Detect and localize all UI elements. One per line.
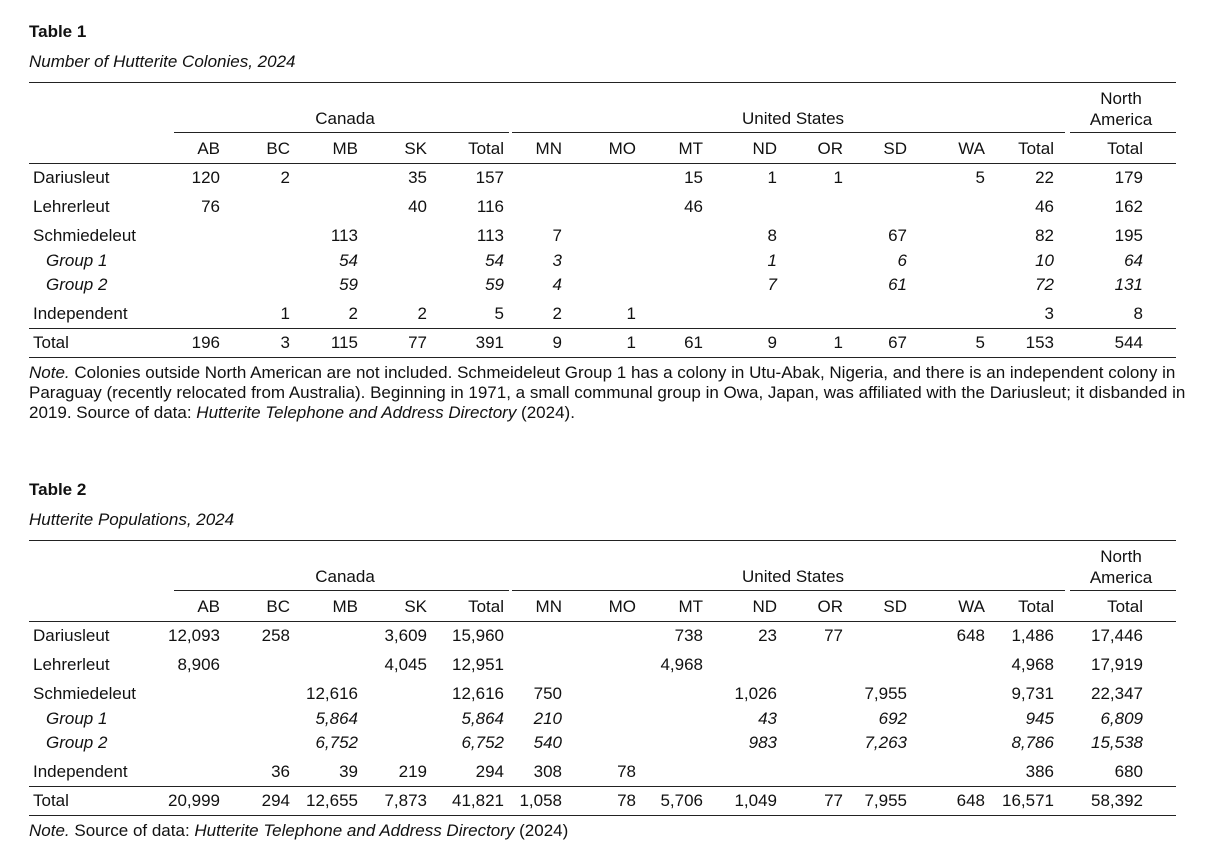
note-source: Hutterite Telephone and Address Directory xyxy=(194,821,515,840)
na-span-rule xyxy=(1070,590,1176,591)
table-cell: 1,058 xyxy=(519,791,562,810)
table-cell: 1,486 xyxy=(1011,626,1054,645)
column-header-1: BC xyxy=(266,139,290,158)
table-cell: 3 xyxy=(552,251,562,270)
table-cell: 15 xyxy=(684,168,703,187)
north-america-line-1: North xyxy=(1100,89,1142,108)
table-cell: 8,786 xyxy=(1011,733,1054,752)
table-cell: 35 xyxy=(408,168,427,187)
header-rule xyxy=(29,621,1176,622)
table-cell: 72 xyxy=(1035,275,1054,294)
table-cell: 294 xyxy=(261,791,290,810)
table-cell: 12,655 xyxy=(306,791,358,810)
table-note xyxy=(29,821,1199,841)
group-header-united-states: United States xyxy=(741,567,845,586)
total-rule xyxy=(29,786,1176,787)
row-label: Independent xyxy=(33,304,128,323)
table-number: Table 2 xyxy=(29,480,87,499)
table-cell: 67 xyxy=(888,226,907,245)
table-cell: 648 xyxy=(956,626,985,645)
column-header-11: WA xyxy=(958,139,985,158)
table-cell: 386 xyxy=(1025,762,1054,781)
row-label: Schmiedeleut xyxy=(33,226,137,245)
table-cell: 77 xyxy=(824,626,843,645)
table-cell: 120 xyxy=(191,168,220,187)
table-cell: 5,864 xyxy=(315,709,358,728)
column-header-2: MB xyxy=(332,139,358,158)
table-cell: 59 xyxy=(485,275,504,294)
column-header-12: Total xyxy=(1018,139,1054,158)
table-cell: 77 xyxy=(408,333,427,352)
table-cell: 692 xyxy=(878,709,907,728)
table-cell: 78 xyxy=(617,762,636,781)
table-cell: 64 xyxy=(1124,251,1143,270)
table-cell: 22 xyxy=(1035,168,1054,187)
table-cell: 750 xyxy=(533,684,562,703)
table-cell: 16,571 xyxy=(1002,791,1054,810)
top-rule xyxy=(29,540,1176,541)
table-cell: 76 xyxy=(201,197,220,216)
table-cell: 22,347 xyxy=(1091,684,1143,703)
table-cell: 8,906 xyxy=(177,655,220,674)
note-text-1: Colonies outside North American are not included. Schmeideleut Group 1 has a colony in Utu-Abak, Nigeria, and there is an independent colony in Paraguay (recently relocated from Australia). Beginning in 1971, a small communal group in Owa, Japan, was affiliated with the Dariusleut; it disbanded in 2019. Source of data: xyxy=(29,363,1186,422)
column-header-12: Total xyxy=(1018,597,1054,616)
table-cell: 9 xyxy=(767,333,777,352)
table-cell: 738 xyxy=(674,626,703,645)
table-cell: 12,616 xyxy=(306,684,358,703)
group-header-canada: Canada xyxy=(315,109,375,128)
table-cell: 7,955 xyxy=(864,684,907,703)
table-cell: 61 xyxy=(684,333,703,352)
table-cell: 2 xyxy=(552,304,562,323)
table-cell: 10 xyxy=(1035,251,1054,270)
table-cell: 41,821 xyxy=(452,791,504,810)
table-cell: 1 xyxy=(626,333,636,352)
table-cell: 294 xyxy=(475,762,504,781)
table-cell: 40 xyxy=(408,197,427,216)
column-header-6: MO xyxy=(608,139,636,158)
table-cell: 9,731 xyxy=(1011,684,1054,703)
column-header-7: MT xyxy=(678,139,703,158)
table-cell: 43 xyxy=(758,709,777,728)
table-note xyxy=(29,363,1199,423)
table-cell: 67 xyxy=(888,333,907,352)
table-row xyxy=(0,333,1206,357)
table-cell: 77 xyxy=(824,791,843,810)
column-header-10: SD xyxy=(883,139,907,158)
table-cell: 3,609 xyxy=(384,626,427,645)
table-cell: 210 xyxy=(533,709,562,728)
row-label: Group 1 xyxy=(46,251,108,270)
row-label: Independent xyxy=(33,762,128,781)
column-header-13: Total xyxy=(1107,139,1143,158)
north-america-line-2: America xyxy=(1089,110,1153,129)
note-source: Hutterite Telephone and Address Directory xyxy=(196,403,517,422)
row-label: Lehrerleut xyxy=(33,197,110,216)
table-cell: 1 xyxy=(767,168,777,187)
table-cell: 113 xyxy=(330,226,358,245)
row-label: Total xyxy=(33,333,69,352)
table-cell: 1 xyxy=(626,304,636,323)
table-cell: 36 xyxy=(271,762,290,781)
column-header-1: BC xyxy=(266,597,290,616)
total-rule xyxy=(29,328,1176,329)
column-header-13: Total xyxy=(1107,597,1143,616)
column-header-0: AB xyxy=(197,597,220,616)
table-cell: 3 xyxy=(1044,304,1054,323)
table-cell: 5 xyxy=(975,333,985,352)
table-row xyxy=(0,626,1206,650)
table-cell: 59 xyxy=(339,275,358,294)
table-cell: 113 xyxy=(476,226,504,245)
table-cell: 7 xyxy=(552,226,562,245)
row-label: Schmiedeleut xyxy=(33,684,137,703)
table-cell: 7,955 xyxy=(864,791,907,810)
table-cell: 8 xyxy=(1133,304,1143,323)
table-row xyxy=(0,226,1206,250)
table-cell: 131 xyxy=(1114,275,1143,294)
table-cell: 5 xyxy=(975,168,985,187)
column-header-5: MN xyxy=(535,597,562,616)
table-cell: 219 xyxy=(398,762,427,781)
table-cell: 2 xyxy=(280,168,290,187)
column-header-10: SD xyxy=(883,597,907,616)
column-header-9: OR xyxy=(817,139,843,158)
table-cell: 648 xyxy=(956,791,985,810)
row-label: Total xyxy=(33,791,69,810)
table-cell: 157 xyxy=(475,168,504,187)
table-cell: 23 xyxy=(758,626,777,645)
column-header-4: Total xyxy=(468,139,504,158)
table-cell: 78 xyxy=(617,791,636,810)
column-header-4: Total xyxy=(468,597,504,616)
header-rule xyxy=(29,163,1176,164)
note-lead: Note. xyxy=(29,363,70,382)
table-cell: 4,968 xyxy=(660,655,703,674)
table-row xyxy=(0,197,1206,221)
table-cell: 54 xyxy=(485,251,504,270)
table-cell: 7,873 xyxy=(384,791,427,810)
table-row xyxy=(0,251,1206,275)
bottom-rule xyxy=(29,815,1176,816)
table-cell: 983 xyxy=(748,733,777,752)
bottom-rule xyxy=(29,357,1176,358)
table-cell: 162 xyxy=(1114,197,1143,216)
row-label: Dariusleut xyxy=(33,168,110,187)
table-cell: 6 xyxy=(897,251,907,270)
table-cell: 4,045 xyxy=(384,655,427,674)
canada-span-rule xyxy=(174,590,509,591)
table-cell: 46 xyxy=(1035,197,1054,216)
row-label: Dariusleut xyxy=(33,626,110,645)
column-header-6: MO xyxy=(608,597,636,616)
table-cell: 61 xyxy=(888,275,907,294)
table-cell: 1 xyxy=(767,251,777,270)
table-row xyxy=(0,709,1206,733)
table-cell: 5,706 xyxy=(660,791,703,810)
table-cell: 2 xyxy=(348,304,358,323)
table-cell: 15,538 xyxy=(1091,733,1143,752)
note-lead: Note. xyxy=(29,821,70,840)
table-cell: 196 xyxy=(191,333,220,352)
table-cell: 12,616 xyxy=(452,684,504,703)
note-text-1: Source of data: xyxy=(69,821,195,840)
table-cell: 9 xyxy=(552,333,562,352)
table-cell: 1,026 xyxy=(734,684,777,703)
table-cell: 7,263 xyxy=(864,733,907,752)
table-cell: 2 xyxy=(417,304,427,323)
table-cell: 4 xyxy=(552,275,562,294)
table-row xyxy=(0,275,1206,299)
row-label: Group 2 xyxy=(46,275,108,294)
table-cell: 258 xyxy=(261,626,290,645)
table-cell: 308 xyxy=(533,762,562,781)
table-row xyxy=(0,791,1206,815)
table-cell: 20,999 xyxy=(168,791,220,810)
table-cell: 544 xyxy=(1114,333,1143,352)
column-header-3: SK xyxy=(404,597,427,616)
table-cell: 12,951 xyxy=(452,655,504,674)
table-cell: 7 xyxy=(767,275,777,294)
table-cell: 179 xyxy=(1114,168,1143,187)
column-header-8: ND xyxy=(752,139,777,158)
table-cell: 54 xyxy=(339,251,358,270)
table-cell: 153 xyxy=(1025,333,1054,352)
table-cell: 3 xyxy=(280,333,290,352)
row-label: Lehrerleut xyxy=(33,655,110,674)
north-america-line-1: North xyxy=(1100,547,1142,566)
note-text-2: (2024) xyxy=(514,821,569,840)
table-cell: 6,809 xyxy=(1100,709,1143,728)
table-cell: 5 xyxy=(494,304,504,323)
column-header-9: OR xyxy=(817,597,843,616)
canada-span-rule xyxy=(174,132,509,133)
table-cell: 391 xyxy=(475,333,504,352)
top-rule xyxy=(29,82,1176,83)
table-cell: 1,049 xyxy=(734,791,777,810)
us-span-rule xyxy=(512,132,1065,133)
column-header-8: ND xyxy=(752,597,777,616)
row-label: Group 1 xyxy=(46,709,108,728)
table-cell: 17,919 xyxy=(1091,655,1143,674)
table-row xyxy=(0,684,1206,708)
us-span-rule xyxy=(512,590,1065,591)
table-row xyxy=(0,762,1206,786)
table-cell: 116 xyxy=(476,197,504,216)
table-cell: 945 xyxy=(1025,709,1054,728)
table-cell: 1 xyxy=(833,168,843,187)
group-header-north-america xyxy=(1081,546,1161,588)
table-cell: 17,446 xyxy=(1091,626,1143,645)
group-header-canada: Canada xyxy=(315,567,375,586)
column-header-5: MN xyxy=(535,139,562,158)
north-america-line-2: America xyxy=(1089,568,1153,587)
table-cell: 39 xyxy=(339,762,358,781)
column-header-2: MB xyxy=(332,597,358,616)
table-row xyxy=(0,168,1206,192)
table-cell: 6,752 xyxy=(461,733,504,752)
table-cell: 4,968 xyxy=(1011,655,1054,674)
table-title: Hutterite Populations, 2024 xyxy=(29,510,235,529)
table-cell: 6,752 xyxy=(315,733,358,752)
table-cell: 115 xyxy=(330,333,358,352)
table-cell: 1 xyxy=(280,304,290,323)
table-cell: 46 xyxy=(684,197,703,216)
table-cell: 195 xyxy=(1114,226,1143,245)
note-text-2: (2024). xyxy=(516,403,575,422)
table-cell: 1 xyxy=(833,333,843,352)
table-row xyxy=(0,733,1206,757)
table-number: Table 1 xyxy=(29,22,87,41)
column-header-3: SK xyxy=(404,139,427,158)
group-header-north-america xyxy=(1081,88,1161,130)
table-row xyxy=(0,655,1206,679)
table-cell: 680 xyxy=(1114,762,1143,781)
table-cell: 12,093 xyxy=(168,626,220,645)
table-row xyxy=(0,304,1206,328)
table-cell: 15,960 xyxy=(452,626,504,645)
column-header-7: MT xyxy=(678,597,703,616)
column-header-11: WA xyxy=(958,597,985,616)
na-span-rule xyxy=(1070,132,1176,133)
table-title: Number of Hutterite Colonies, 2024 xyxy=(29,52,296,71)
group-header-united-states: United States xyxy=(741,109,845,128)
table-cell: 58,392 xyxy=(1091,791,1143,810)
table-cell: 540 xyxy=(533,733,562,752)
table-cell: 8 xyxy=(767,226,777,245)
table-cell: 82 xyxy=(1035,226,1054,245)
table-cell: 5,864 xyxy=(461,709,504,728)
column-header-0: AB xyxy=(197,139,220,158)
row-label: Group 2 xyxy=(46,733,108,752)
